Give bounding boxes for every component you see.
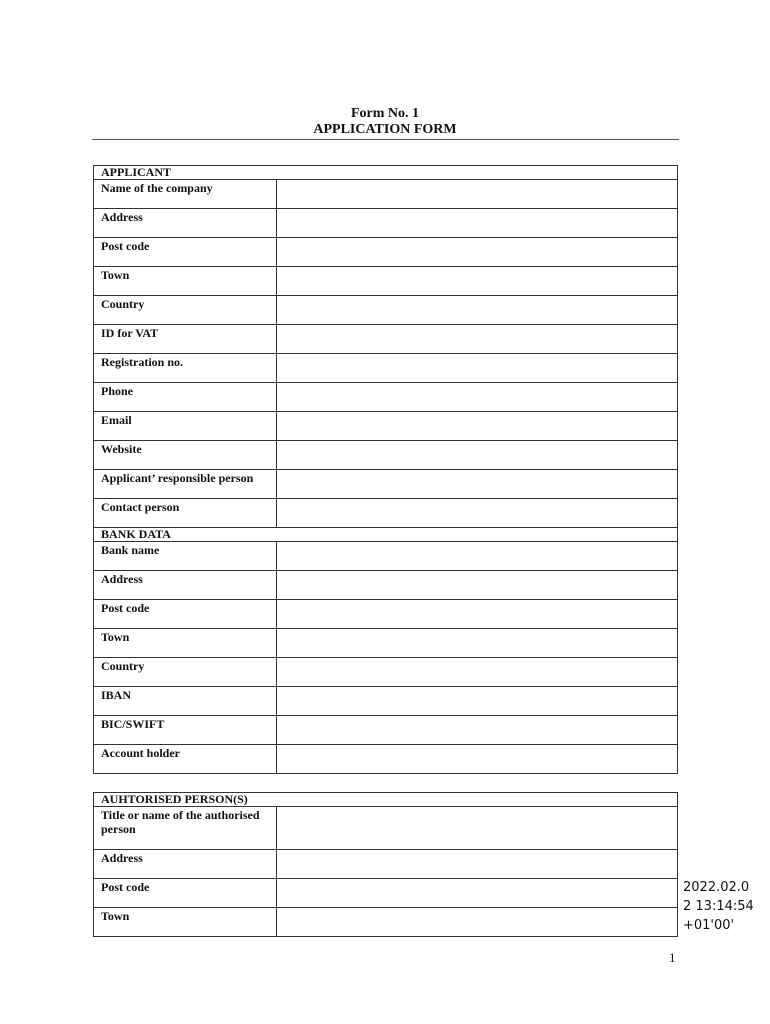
field-label: Country — [94, 296, 277, 325]
table-row — [94, 441, 678, 470]
table-row — [94, 629, 678, 658]
field-label: Title or name of the authorised person — [94, 807, 277, 850]
timestamp-line: 2 13:14:54 — [683, 899, 754, 914]
table-row — [94, 687, 678, 716]
country-field[interactable] — [277, 296, 678, 325]
field-label: Email — [94, 412, 277, 441]
table-row — [94, 850, 678, 879]
table-row — [94, 325, 678, 354]
field-label: Website — [94, 441, 277, 470]
bank-address-field[interactable] — [277, 571, 678, 600]
field-label: IBAN — [94, 687, 277, 716]
table-row — [94, 658, 678, 687]
table-row — [94, 879, 678, 908]
table-row — [94, 542, 678, 571]
field-label: Registration no. — [94, 354, 277, 383]
bank-town-field[interactable] — [277, 629, 678, 658]
table-row — [94, 716, 678, 745]
website-field[interactable] — [277, 441, 678, 470]
field-label: Post code — [94, 600, 277, 629]
table-row — [94, 180, 678, 209]
table-row — [94, 470, 678, 499]
table-row — [94, 499, 678, 528]
authorised-persons-table — [93, 792, 678, 937]
company-name-field[interactable] — [277, 180, 678, 209]
table-row — [94, 745, 678, 774]
bank-country-field[interactable] — [277, 658, 678, 687]
field-label: Address — [94, 209, 277, 238]
bank-name-field[interactable] — [277, 542, 678, 571]
field-label: ID for VAT — [94, 325, 277, 354]
field-label: BIC/SWIFT — [94, 716, 277, 745]
authorised-post-code-field[interactable] — [277, 879, 678, 908]
applicant-bank-table — [93, 165, 678, 774]
table-row — [94, 354, 678, 383]
field-label: Contact person — [94, 499, 277, 528]
field-label: Town — [94, 908, 277, 937]
title-divider — [92, 139, 679, 140]
field-label: Bank name — [94, 542, 277, 571]
timestamp-line: +01'00' — [683, 918, 735, 933]
digital-signature-timestamp — [683, 878, 763, 935]
form-number: Form No. 1 — [350, 106, 420, 121]
registration-no-field[interactable] — [277, 354, 678, 383]
table-row — [94, 238, 678, 267]
field-label: Post code — [94, 238, 277, 267]
bic-swift-field[interactable] — [277, 716, 678, 745]
table-row — [94, 412, 678, 441]
field-label: Address — [94, 571, 277, 600]
field-label: Phone — [94, 383, 277, 412]
table-row — [94, 209, 678, 238]
authorised-name-field[interactable] — [277, 807, 678, 850]
field-label: Town — [94, 629, 277, 658]
field-label: Town — [94, 267, 277, 296]
timestamp-line: 2022.02.0 — [683, 880, 750, 895]
table-row — [94, 571, 678, 600]
table-row — [94, 807, 678, 850]
field-label: Post code — [94, 879, 277, 908]
email-field[interactable] — [277, 412, 678, 441]
vat-id-field[interactable] — [277, 325, 678, 354]
field-label: Name of the company — [94, 180, 277, 209]
section-title-applicant: APPLICANT — [94, 166, 678, 180]
page-number: 1 — [669, 950, 676, 965]
field-label: Applicant’ responsible person — [94, 470, 277, 499]
iban-field[interactable] — [277, 687, 678, 716]
town-field[interactable] — [277, 267, 678, 296]
field-label: Address — [94, 850, 277, 879]
address-field[interactable] — [277, 209, 678, 238]
account-holder-field[interactable] — [277, 745, 678, 774]
form-header — [92, 106, 678, 138]
phone-field[interactable] — [277, 383, 678, 412]
table-row — [94, 908, 678, 937]
authorised-address-field[interactable] — [277, 850, 678, 879]
table-row — [94, 383, 678, 412]
responsible-person-field[interactable] — [277, 470, 678, 499]
contact-person-field[interactable] — [277, 499, 678, 528]
section-title-authorised-persons: AUHTORISED PERSON(S) — [94, 793, 678, 807]
field-label: Account holder — [94, 745, 277, 774]
bank-post-code-field[interactable] — [277, 600, 678, 629]
table-row — [94, 267, 678, 296]
section-title-bank-data: BANK DATA — [94, 528, 678, 542]
post-code-field[interactable] — [277, 238, 678, 267]
authorised-town-field[interactable] — [277, 908, 678, 937]
field-label: Country — [94, 658, 277, 687]
table-row — [94, 600, 678, 629]
table-row — [94, 296, 678, 325]
form-title: APPLICATION FORM — [313, 122, 457, 137]
